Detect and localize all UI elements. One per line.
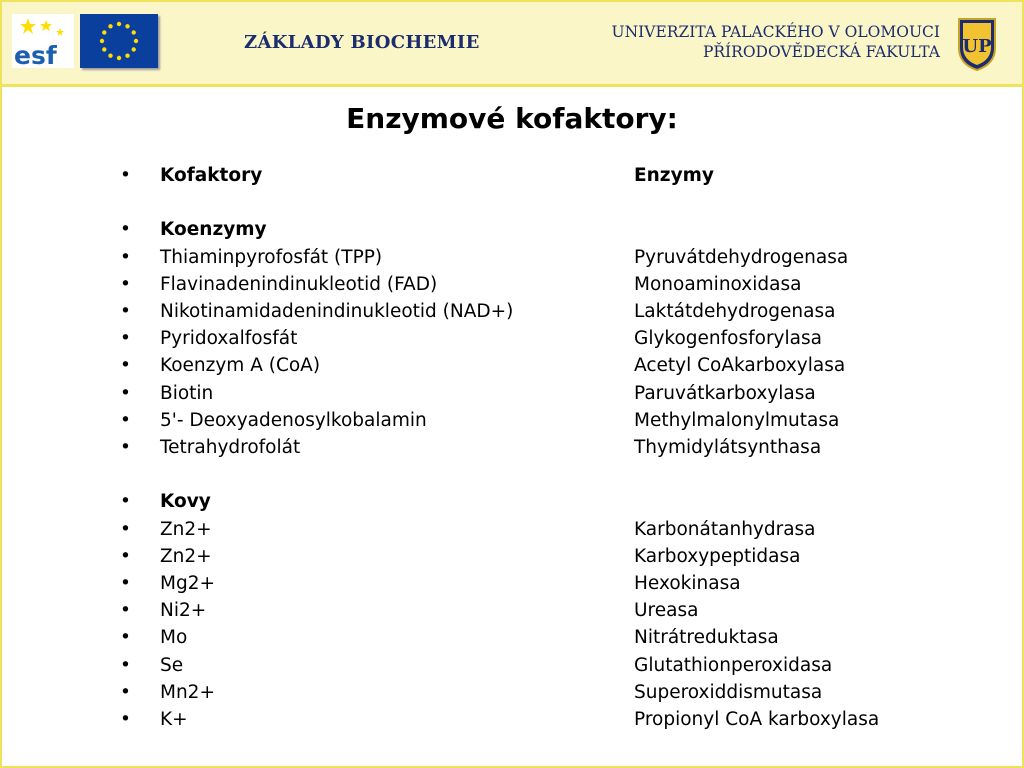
list-item	[2, 434, 1022, 461]
cofactor-name: Nikotinamidadenindinukleotid (NAD+)	[160, 301, 514, 322]
eu-flag-logo	[80, 14, 158, 68]
cofactor-name: 5'- Deoxyadenosylkobalamin	[160, 409, 427, 431]
cofactor-name: Biotin	[160, 382, 214, 404]
eu-star-icon	[102, 30, 106, 34]
cofactor-name: Koenzymy	[160, 219, 267, 241]
cofactor-name: Koenzym A (CoA)	[160, 355, 321, 377]
cofactor-name: Zn2+	[160, 518, 212, 540]
list-item	[2, 216, 1022, 243]
bullet-icon: •	[120, 545, 131, 567]
cofactor-name: Se	[160, 654, 184, 676]
bullet-icon: •	[120, 355, 131, 377]
list-item	[2, 706, 1022, 733]
bullet-icon: •	[120, 165, 131, 186]
list-item	[2, 271, 1022, 298]
cofactor-name: Mn2+	[160, 681, 215, 703]
list-item	[2, 325, 1022, 352]
cofactor-name: Pyridoxalfosfát	[160, 328, 298, 350]
list-item	[2, 624, 1022, 651]
bullet-icon: •	[120, 437, 131, 458]
enzyme-name: Monoaminoxidasa	[634, 273, 802, 295]
list-item	[2, 488, 1022, 515]
eu-star-icon	[132, 30, 136, 34]
list-item	[2, 543, 1022, 570]
list-item	[2, 516, 1022, 543]
list-item	[2, 597, 1022, 624]
cofactor-name: Kovy	[160, 491, 211, 513]
list-item	[2, 380, 1022, 407]
list-item	[2, 570, 1022, 597]
enzyme-name: Paruvátkarboxylasa	[634, 382, 816, 404]
bullet-icon: •	[120, 301, 131, 322]
cofactor-name: Zn2+	[160, 545, 212, 567]
bullet-icon: •	[120, 328, 131, 350]
enzyme-name: Hexokinasa	[634, 573, 741, 594]
enzyme-name: Superoxiddismutasa	[634, 681, 823, 703]
enzyme-name: Enzymy	[634, 165, 714, 186]
enzyme-name: Thymidylátsynthasa	[634, 437, 822, 458]
cofactor-name: Mo	[160, 627, 188, 649]
list-item	[2, 679, 1022, 706]
cofactor-name: Tetrahydrofolát	[160, 437, 301, 458]
cofactor-name: K+	[160, 709, 188, 730]
slide-title: Enzymové kofaktory:	[346, 102, 678, 135]
bullet-icon: •	[120, 573, 131, 594]
enzyme-name: Glutathionperoxidasa	[634, 654, 833, 676]
list-item	[2, 407, 1022, 434]
list-item	[2, 652, 1022, 679]
esf-logo	[12, 14, 74, 68]
bullet-icon: •	[120, 409, 131, 431]
bullet-icon: •	[120, 627, 131, 649]
bullet-icon: •	[120, 382, 131, 404]
cofactor-name: Kofaktory	[160, 165, 263, 186]
enzyme-name: Pyruvátdehydrogenasa	[634, 246, 849, 268]
cofactor-name: Ni2+	[160, 600, 207, 622]
bullet-icon: •	[120, 273, 131, 295]
enzyme-name: Ureasa	[634, 600, 699, 622]
bullet-icon: •	[120, 518, 131, 540]
university-line-2: PŘÍRODOVĚDECKÁ FAKULTA	[702, 43, 940, 61]
enzyme-name: Glykogenfosforylasa	[634, 328, 822, 350]
enzyme-name: Karboxypeptidasa	[634, 545, 801, 567]
list-item	[2, 244, 1022, 271]
bullet-icon: •	[120, 654, 131, 676]
emblem-text: UP	[962, 36, 992, 57]
enzyme-name: Propionyl CoA karboxylasa	[634, 709, 880, 730]
eu-star-icon	[125, 54, 129, 58]
list-item	[2, 162, 1022, 189]
eu-star-icon	[100, 39, 104, 43]
eu-star-icon	[134, 39, 138, 43]
cofactor-name: Mg2+	[160, 573, 215, 594]
enzyme-name: Methylmalonylmutasa	[634, 409, 840, 431]
bullet-icon: •	[120, 681, 131, 703]
eu-star-icon	[102, 47, 106, 51]
esf-logo-text: esf	[14, 41, 57, 68]
bullet-icon: •	[120, 709, 131, 730]
eu-star-icon	[125, 24, 129, 28]
eu-star-icon	[117, 22, 121, 26]
eu-star-icon	[132, 47, 136, 51]
enzyme-name: Acetyl CoAkarboxylasa	[634, 355, 846, 377]
bullet-icon: •	[120, 246, 131, 268]
university-emblem-icon	[956, 16, 998, 72]
list-item	[2, 352, 1022, 379]
cofactor-name: Thiaminpyrofosfát (TPP)	[160, 246, 383, 268]
bullet-icon: •	[120, 491, 131, 513]
list-item	[2, 298, 1022, 325]
course-title: ZÁKLADY BIOCHEMIE	[244, 32, 480, 53]
eu-star-icon	[117, 56, 121, 60]
enzyme-name: Laktátdehydrogenasa	[634, 301, 836, 322]
eu-star-icon	[108, 24, 112, 28]
bullet-icon: •	[120, 219, 131, 241]
eu-star-icon	[108, 54, 112, 58]
slide-header	[2, 2, 1022, 87]
enzyme-name: Nitrátreduktasa	[634, 627, 779, 649]
bullet-icon: •	[120, 600, 131, 622]
university-name	[612, 22, 940, 62]
enzyme-name: Karbonátanhydrasa	[634, 518, 816, 540]
cofactor-name: Flavinadenindinukleotid (FAD)	[160, 273, 438, 295]
university-line-1: UNIVERZITA PALACKÉHO V OLOMOUCI	[611, 23, 940, 41]
